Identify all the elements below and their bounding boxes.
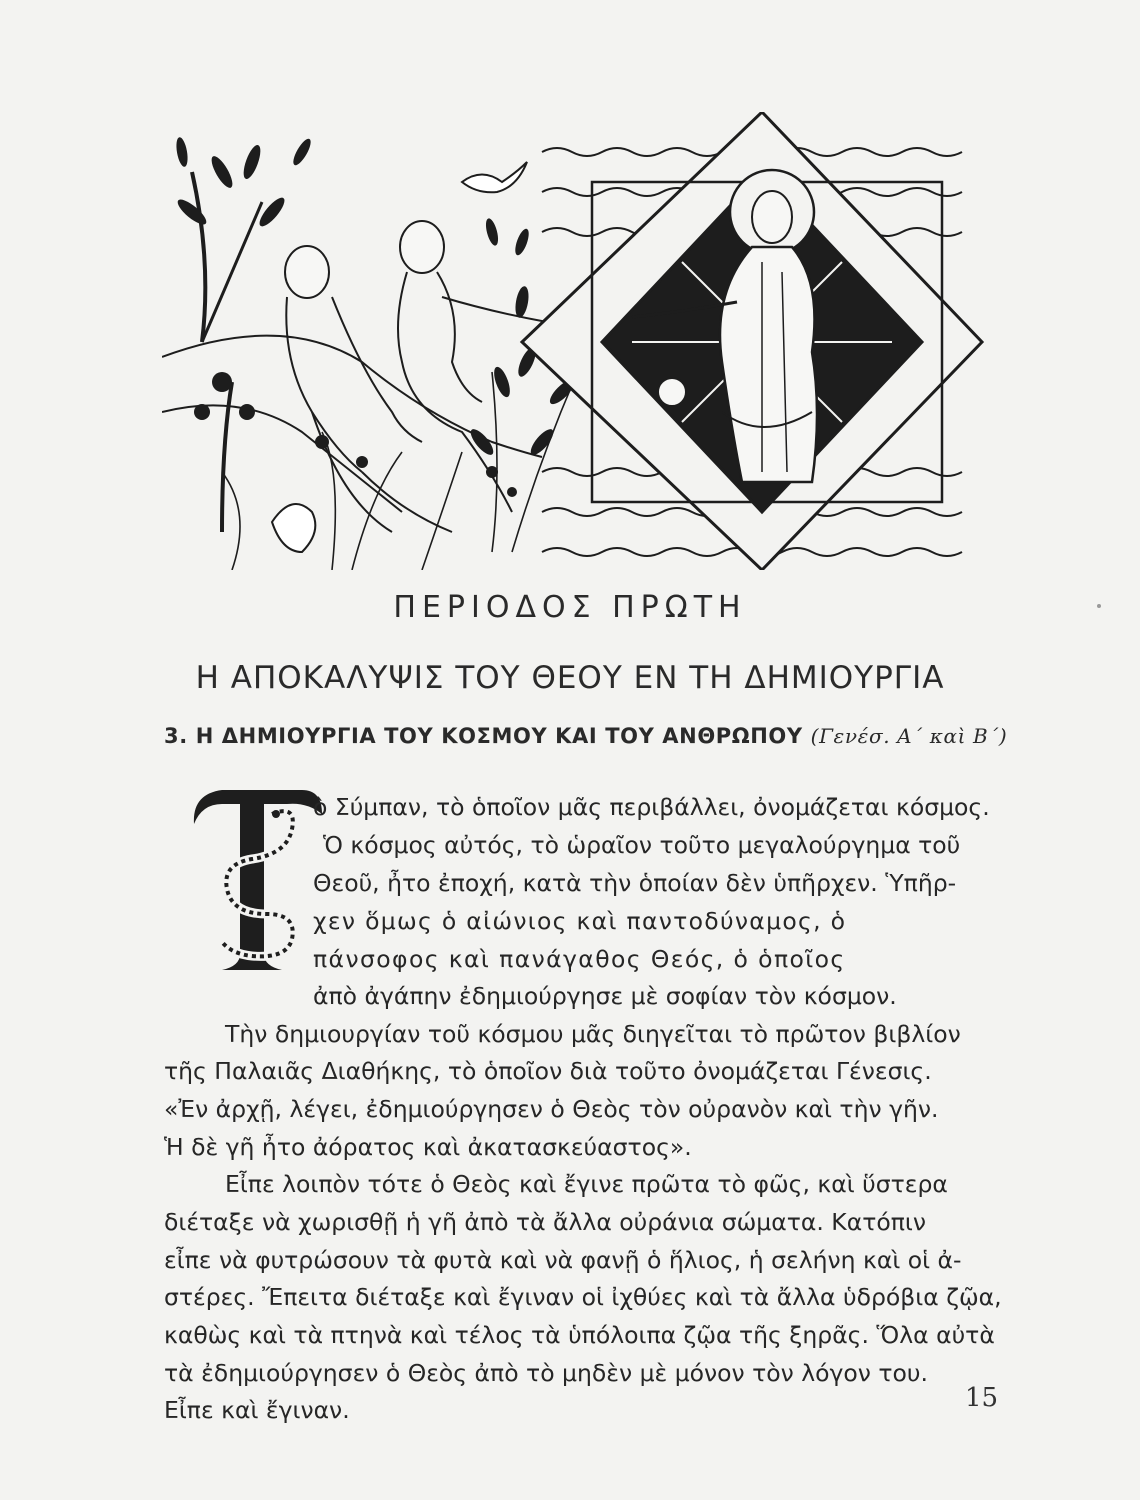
body-line-11: Εἶπε λοιπὸν τότε ὁ Θεὸς καὶ ἔγινε πρῶτα τὸ φῶς, καὶ ὕστερα xyxy=(225,1170,948,1198)
body-line-15: καθὼς καὶ τὰ πτηνὰ καὶ τέλος τὰ ὑπόλοιπα ζῷα τῆς ξηρᾶς. Ὅλα αὐτὰ xyxy=(164,1321,995,1349)
body-line-10: Ἡ δὲ γῆ ἦτο ἀόρατος καὶ ἀκατασκεύαστος». xyxy=(164,1133,692,1161)
body-line-4: χεν ὅμως ὁ αἰώνιος καὶ παντοδύναμος, ὁ xyxy=(313,907,847,935)
part-title: Η ΑΠΟΚΑΛΥΨΙΣ ΤΟΥ ΘΕΟΥ ΕΝ ΤΗ ΔΗΜΙΟΥΡΓΙΑ xyxy=(195,660,945,696)
page-number: 15 xyxy=(965,1383,999,1413)
body-line-6: ἀπὸ ἀγάπην ἐδημιούργησε μὲ σοφίαν τὸν κόσμον. xyxy=(313,982,897,1010)
star-mandorla xyxy=(522,112,982,570)
body-line-17: Εἶπε καὶ ἔγιναν. xyxy=(164,1396,350,1424)
body-line-3: Θεοῦ, ἦτο ἐποχή, κατὰ τὴν ὁποίαν δὲν ὑπῆρχεν. Ὑπῆρ- xyxy=(313,869,957,897)
body-line-5: πάνσοφος καὶ πανάγαθος Θεός, ὁ ὁποῖος xyxy=(313,945,846,973)
dropcap-letter: Τ xyxy=(192,784,193,785)
body-line-1: ὸ Σύμπαν, τὸ ὁποῖον μᾶς περιβάλλει, ὀνομάζεται κόσμος. xyxy=(313,793,990,821)
body-line-13: εἶπε νὰ φυτρώσουν τὰ φυτὰ καὶ νὰ φανῇ ὁ ἥλιος, ἡ σελήνη καὶ οἱ ἀ- xyxy=(164,1246,962,1274)
body-line-7: Τὴν δημιουργίαν τοῦ κόσμου μᾶς διηγεῖται τὸ πρῶτον βιβλίον xyxy=(225,1020,961,1048)
body-line-8: τῆς Παλαιᾶς Διαθήκης, τὸ ὁποῖον διὰ τοῦτο ὀνομάζεται Γένεσις. xyxy=(164,1057,932,1085)
garden-scene xyxy=(162,136,582,570)
body-line-14: στέρες. Ἔπειτα διέταξε καὶ ἔγιναν οἱ ἰχθύες καὶ τὰ ἄλλα ὑδρόβια ζῷα, xyxy=(164,1283,1002,1311)
section-reference: (Γενέσ. Α΄ καὶ Β΄) xyxy=(810,724,1008,748)
section-heading xyxy=(164,724,1024,748)
period-title: ΠΕΡΙΟΔΟΣ ΠΡΩΤΗ xyxy=(393,590,747,625)
body-line-2: Ὁ κόσμος αὐτός, τὸ ὡραῖον τοῦτο μεγαλούργημα τοῦ xyxy=(323,831,961,859)
body-line-12: διέταξε νὰ χωρισθῇ ἡ γῆ ἀπὸ τὰ ἄλλα οὐράνια σώματα. Κατόπιν xyxy=(164,1208,926,1236)
body-line-9: «Ἐν ἀρχῇ, λέγει, ἐδημιούργησεν ὁ Θεὸς τὸν οὐρανὸν καὶ τὴν γῆν. xyxy=(164,1095,939,1123)
dropcap-serpent-letter xyxy=(192,784,324,974)
body-line-16: τὰ ἐδημιούργησεν ὁ Θεὸς ἀπὸ τὸ μηδὲν μὲ μόνον τὸν λόγον του. xyxy=(164,1359,929,1387)
section-title: 3. Η ΔΗΜΙΟΥΡΓΙΑ ΤΟΥ ΚΟΣΜΟΥ ΚΑΙ ΤΟΥ ΑΝΘΡΩΠΟΥ xyxy=(164,724,803,748)
stray-mark xyxy=(1097,604,1101,608)
creation-illustration xyxy=(162,112,1000,570)
